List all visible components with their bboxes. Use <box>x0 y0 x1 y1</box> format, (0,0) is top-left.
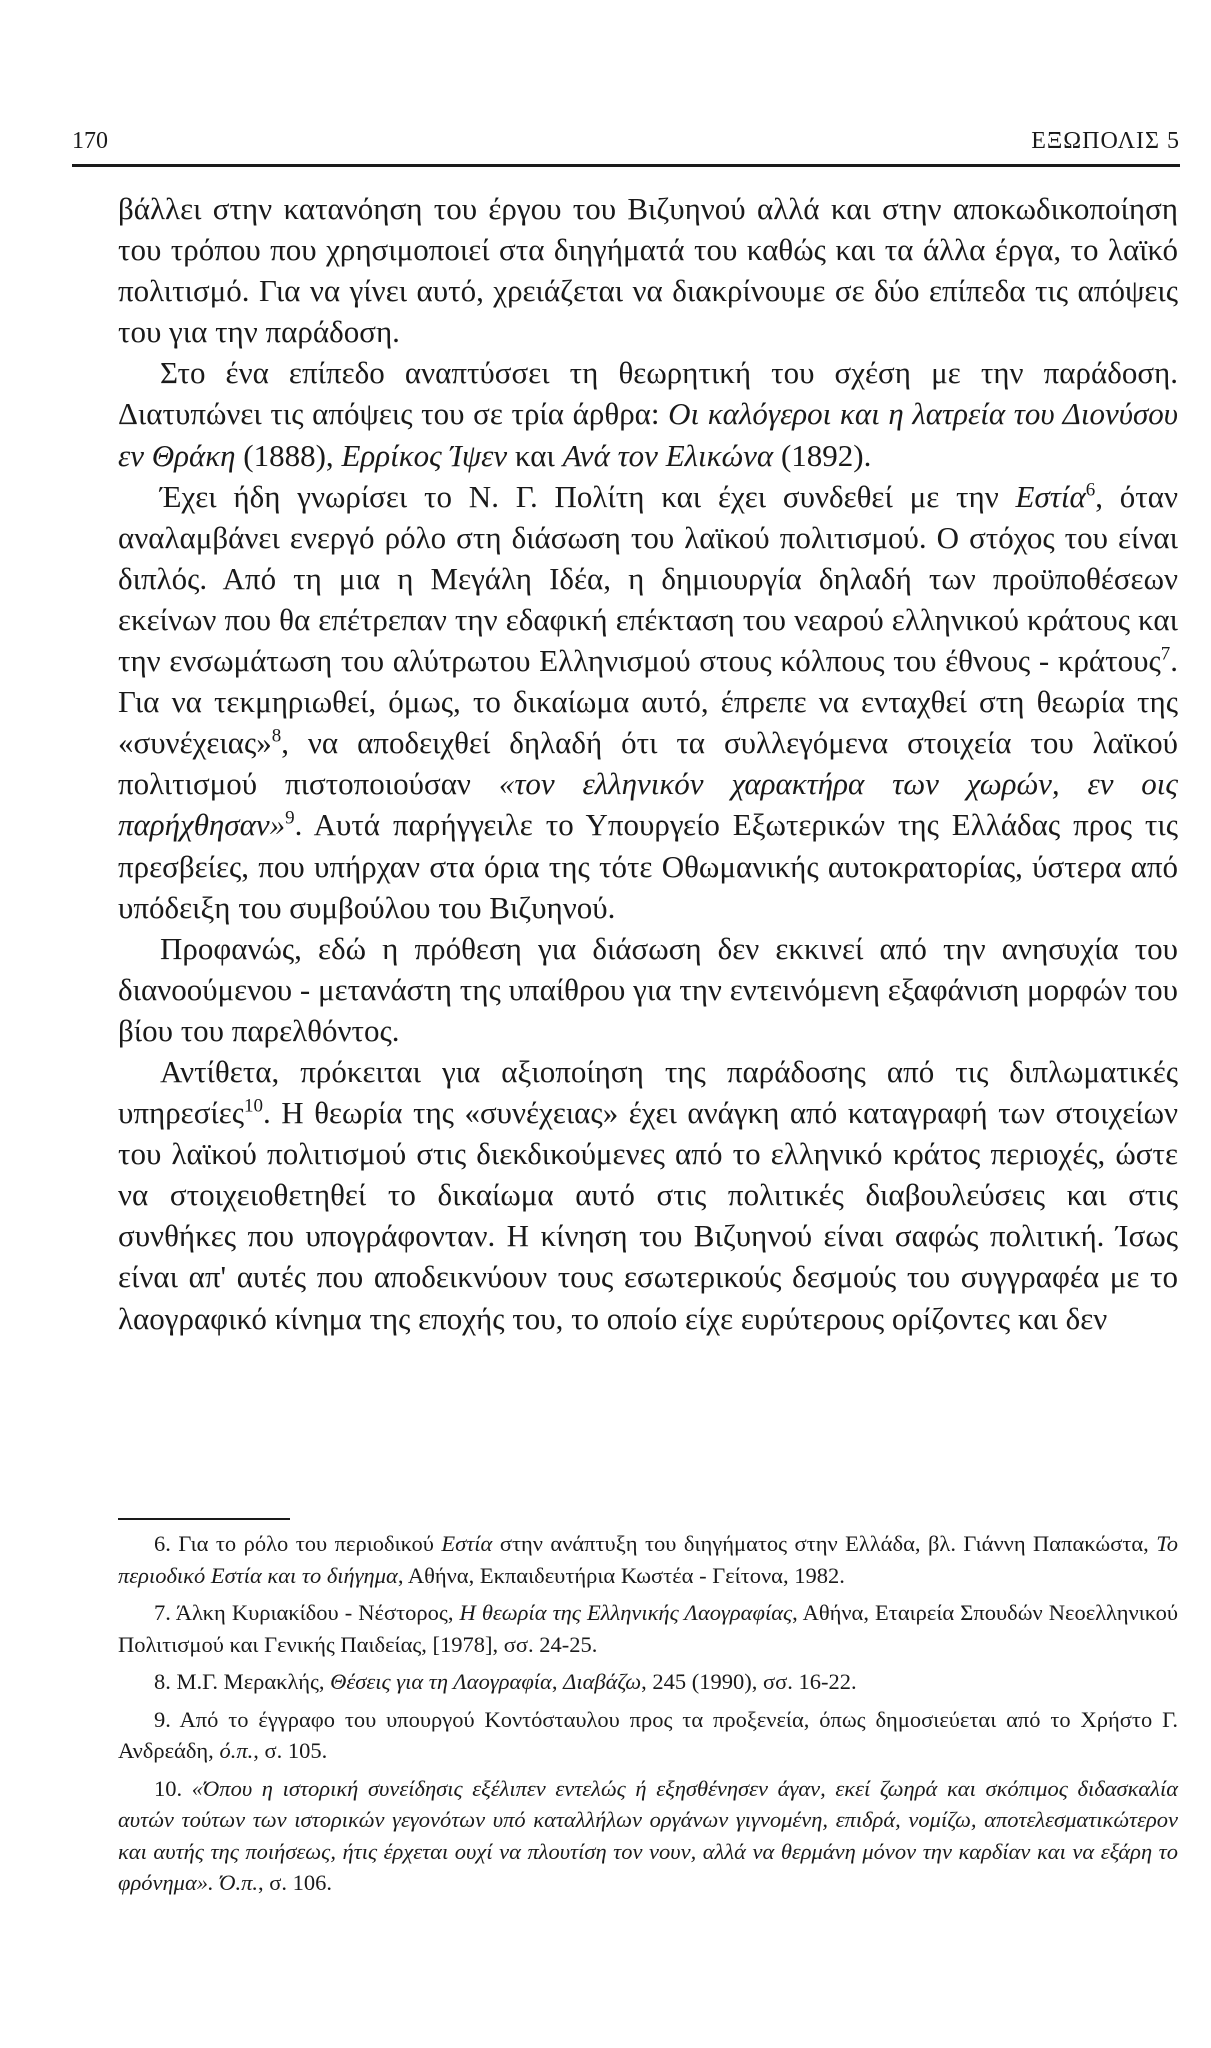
footnote-6-text-2: στην ανάπτυξη του διηγήματος στην Ελλάδα, βλ. Γιάννη Παπακώστα, <box>492 1531 1157 1556</box>
paragraph-3-text-2: , όταν αναλαμβάνει ενεργό ρόλο στη διάσωση του λαϊκού πολιτισμού. Ο στόχος του είναι διπλός. Από τη μια η Μεγάλη Ιδέα, η δημιουργία δηλαδή των προϋποθέσεων εκείνων που θα επέτρεπαν την εδαφική επέκταση του νεαρού ελληνικού κράτους και την ενσωμάτωση του αλύτρωτου Ελληνισμού στους κόλπους του έθνους - κράτους <box>118 478 1178 679</box>
running-head: ΕΞΩΠΟΛΙΣ 5 <box>1031 128 1180 154</box>
paragraph-2 <box>118 352 1178 475</box>
footnotes <box>118 1528 1178 1899</box>
paragraph-2-text-2: (1888), <box>235 437 342 473</box>
footnote-7-text-1: 7. Άλκη Κυριακίδου - Νέστορος, <box>154 1600 460 1625</box>
footnote-6-italic-2: Το περιοδικό Εστία και το διήγημα <box>118 1531 1178 1588</box>
footnote-9-text-2: , σ. 105. <box>253 1738 328 1763</box>
main-text <box>118 188 1178 1339</box>
footnote-10 <box>118 1773 1178 1899</box>
article-title-1: Οι καλόγεροι και η λατρεία του Διονύσου εν Θράκη <box>118 396 1178 473</box>
footnote-ref-8[interactable]: 8 <box>271 725 282 747</box>
footnote-8-text-3: , 245 (1990), σσ. 16-22. <box>641 1669 857 1694</box>
footnote-8-text-1: 8. Μ.Γ. Μερακλής, <box>154 1669 331 1694</box>
paragraph-2-text-3: και <box>507 437 563 473</box>
header-rule <box>72 164 1180 167</box>
footnote-9-text-1: 9. Από το έγγραφο του υπουργού Κοντόσταυλου προς τα προξενεία, όπως δημοσιεύεται από το Χρήστο Γ. Ανδρεάδη, <box>118 1706 1178 1763</box>
paragraph-2-text-1: Στο ένα επίπεδο αναπτύσσει τη θεωρητική του σχέση με την παράδοση. Διατυπώνει τις απόψεις του σε τρία άρθρα: <box>118 355 1178 432</box>
paragraph-3-text-1: Έχει ήδη γνωρίσει το Ν. Γ. Πολίτη και έχει συνδεθεί με την <box>160 478 1016 514</box>
footnote-7-text-2: , Αθήνα, Εταιρεία Σπουδών Νεοελληνικού Πολιτισμού και Γενικής Παιδείας, [1978], σσ. 24-25. <box>118 1600 1178 1657</box>
footnote-ref-6[interactable]: 6 <box>1085 479 1096 501</box>
quoted-phrase: «τον ελληνικόν χαρακτήρα των χωρών, εν οις παρήχθησαν» <box>118 766 1178 843</box>
footnote-10-italic-2: Ό.π. <box>219 1870 259 1895</box>
paragraph-4: Προφανώς, εδώ η πρόθεση για διάσωση δεν εκκινεί από την ανησυχία του διανοούμενου - μετανάστη της υπαίθρου για την εντεινόμενη εξαφάνιση μορφών του βίου του παρελθόντος. <box>118 930 1178 1048</box>
footnote-10-italic-1: «Όπου η ιστορική συνείδησις εξέλιπεν εντελώς ή εξησθένησεν άγαν, εκεί ζωηρά και σκόπιμος διδασκαλία αυτών τούτων των ιστορικών γεγονότων υπό καταλλήλων οργάνων γιγνομένη, επιδρά, νομίζω, αποτελεσματικώτερον και αυτής της ποιήσεως, ήτις έρχεται ουχί να πλουτίση τον νουν, αλλά να θερμάνη μόνον την καρδίαν και να εξάρη το φρόνημα». <box>118 1775 1179 1895</box>
footnote-6-text-3: , Αθήνα, Εκπαιδευτήρια Κωστέα - Γείτονα, 1982. <box>397 1562 845 1588</box>
paragraph-3-text-4: , να αποδειχθεί δηλαδή ότι τα συλλεγόμενα στοιχεία του λαϊκού πολιτισμού πιστοποιούσαν <box>118 725 1178 802</box>
paragraph-5-text-2: . Η θεωρία της «συνέχειας» έχει ανάγκη από καταγραφή των στοιχείων του λαϊκού πολιτισμού στις διεκδικούμενες από το ελληνικό κράτος περιοχές, ώστε να στοιχειοθετηθεί το δικαίωμα αυτό στις πολιτικές διαβουλεύσεις και στις συνθήκες που υπογράφονταν. Η κίνηση του Βιζυηνού είναι σαφώς πολιτική. Ίσως είναι απ' αυτές που αποδεικνύουν τους εσωτερικούς δεσμούς του συγγραφέα με το λαογραφικό κίνημα της εποχής του, το οποίο είχε ευρύτερους ορίζοντες και δεν <box>118 1095 1178 1336</box>
page-header <box>72 122 1180 162</box>
footnote-ref-10[interactable]: 10 <box>244 1095 264 1117</box>
footnote-6 <box>118 1528 1178 1591</box>
footnote-7-italic-1: Η θεωρία της Ελληνικής Λαογραφίας <box>459 1600 793 1625</box>
footnote-rule <box>118 1518 290 1520</box>
footnote-8-italic-1: Θέσεις για τη Λαογραφία <box>330 1669 552 1694</box>
article-title-2: Ερρίκος Ίψεν <box>341 437 508 473</box>
footnote-8 <box>118 1666 1178 1698</box>
footnote-6-text-1: 6. Για το ρόλο του περιοδικού <box>154 1531 442 1556</box>
paragraph-5 <box>118 1051 1178 1339</box>
paragraph-5-text-1: Αντίθετα, πρόκειται για αξιοποίηση της παράδοσης από τις διπλωματικές υπηρεσίες <box>118 1053 1178 1131</box>
paragraph-3 <box>118 476 1178 928</box>
article-title-3: Ανά τον Ελικώνα <box>562 437 774 473</box>
footnote-8-italic-2: Διαβάζω <box>563 1669 642 1694</box>
paragraph-1: βάλλει στην κατανόηση του έργου του Βιζυηνού αλλά και στην αποκωδικοποίηση του τρόπου που χρησιμοποιεί στα διηγήματά του καθώς και τα άλλα έργα, το λαϊκό πολιτισμό. Για να γίνει αυτό, χρειάζεται να διακρίνουμε σε δύο επίπεδα τις απόψεις του για την παράδοση. <box>118 191 1178 350</box>
footnote-9-italic-1: ό.π. <box>219 1738 254 1763</box>
footnote-ref-9[interactable]: 9 <box>285 808 295 830</box>
page-number: 170 <box>72 128 108 154</box>
footnote-10-text-1: 10. <box>154 1775 192 1801</box>
footnote-8-text-2: , <box>551 1669 564 1694</box>
footnote-9 <box>118 1704 1178 1767</box>
paragraph-3-text-3: . Για να τεκμηριωθεί, όμως, το δικαίωμα αυτό, έπρεπε να ενταχθεί στη θεωρία της «συνέχειας» <box>118 643 1178 761</box>
paragraph-3-text-5: . Αυτά παρήγγειλε το Υπουργείο Εξωτερικών της Ελλάδας προς τις πρεσβείες, που υπήρχαν στα όρια της τότε Οθωμανικής αυτοκρατορίας, ύστερα από υπόδειξη του συμβούλου του Βιζυηνού. <box>118 807 1178 925</box>
paragraph-2-text-4: (1892). <box>773 437 872 473</box>
journal-title: Εστία <box>1015 478 1086 514</box>
footnote-6-italic-1: Εστία <box>441 1531 493 1556</box>
footnote-ref-7[interactable]: 7 <box>1160 643 1171 665</box>
footnote-10-text-3: , σ. 106. <box>258 1870 333 1895</box>
footnote-7 <box>118 1597 1178 1660</box>
